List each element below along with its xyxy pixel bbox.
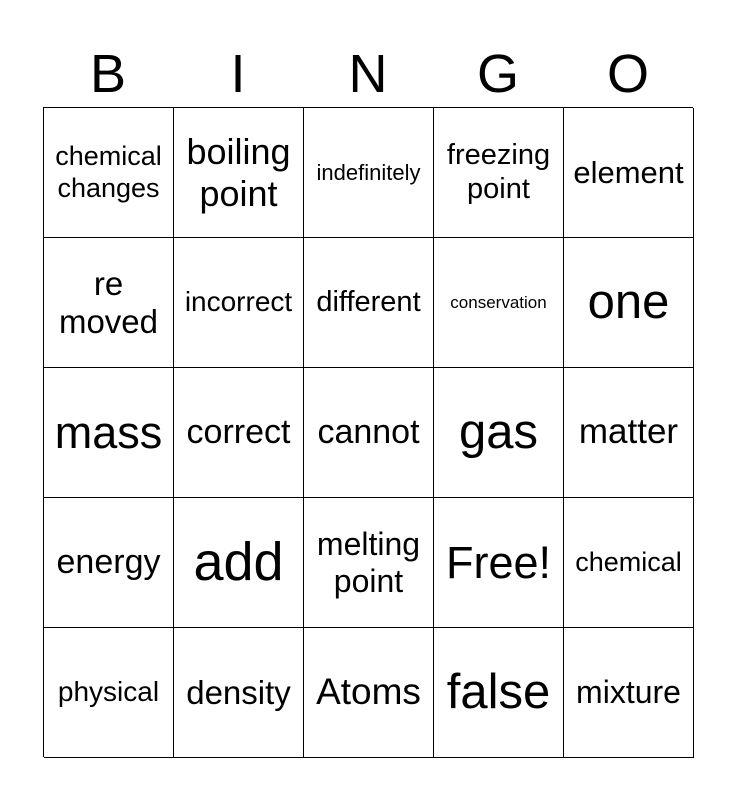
bingo-cell[interactable] xyxy=(174,108,304,238)
bingo-cell-text: physical xyxy=(57,676,160,708)
bingo-cell[interactable] xyxy=(174,238,304,368)
bingo-cell-text: matter xyxy=(578,412,679,452)
bingo-cell-text: freezing point xyxy=(446,139,551,205)
bingo-cell[interactable] xyxy=(564,238,694,368)
bingo-cell[interactable] xyxy=(434,108,564,238)
bingo-cell[interactable] xyxy=(434,238,564,368)
bingo-cell-text: conservation xyxy=(450,292,547,312)
bingo-cell-text: gas xyxy=(458,405,538,460)
bingo-cell-text: one xyxy=(587,275,670,330)
bingo-cell[interactable] xyxy=(434,628,564,758)
header-letter-b: B xyxy=(89,44,127,104)
bingo-cell[interactable] xyxy=(304,628,434,758)
bingo-cell[interactable] xyxy=(434,368,564,498)
bingo-cell[interactable] xyxy=(434,498,564,628)
bingo-cell[interactable] xyxy=(564,368,694,498)
bingo-cell-text: cannot xyxy=(317,412,420,451)
bingo-cell-text: energy xyxy=(56,542,161,581)
bingo-header xyxy=(43,40,693,108)
bingo-cell-text: incorrect xyxy=(184,286,293,318)
bingo-cell-text: density xyxy=(186,673,291,711)
bingo-cell-text: add xyxy=(193,532,284,593)
bingo-cell-text: boiling point xyxy=(186,131,291,214)
bingo-cell[interactable] xyxy=(44,238,174,368)
bingo-cell[interactable] xyxy=(304,368,434,498)
bingo-cell-text: re moved xyxy=(58,264,159,340)
bingo-cell-text: mass xyxy=(54,406,163,458)
bingo-cell[interactable] xyxy=(44,498,174,628)
bingo-cell-text: indefinitely xyxy=(316,159,421,185)
bingo-cell[interactable] xyxy=(174,628,304,758)
bingo-cell-text: element xyxy=(573,154,684,190)
bingo-cell-text: Atoms xyxy=(316,671,421,713)
bingo-cell[interactable] xyxy=(44,108,174,238)
bingo-cell-text: chemical changes xyxy=(55,141,162,203)
bingo-card xyxy=(43,107,693,757)
bingo-cell-text: chemical xyxy=(575,546,682,577)
header-letter-o: O xyxy=(606,44,649,104)
header-letter-i: I xyxy=(230,44,246,104)
bingo-cell-text: mixture xyxy=(576,674,681,711)
bingo-cell[interactable] xyxy=(44,628,174,758)
bingo-cell[interactable] xyxy=(304,498,434,628)
bingo-cell-text: false xyxy=(446,665,551,720)
bingo-cell[interactable] xyxy=(304,238,434,368)
bingo-cell[interactable] xyxy=(564,108,694,238)
bingo-cell[interactable] xyxy=(304,108,434,238)
bingo-cell-text: different xyxy=(316,285,421,318)
bingo-cell[interactable] xyxy=(174,498,304,628)
bingo-cell-text: Free! xyxy=(445,536,552,588)
bingo-cell[interactable] xyxy=(564,498,694,628)
bingo-cell-text: correct xyxy=(186,412,291,451)
header-letter-g: G xyxy=(476,44,519,104)
bingo-cell[interactable] xyxy=(44,368,174,498)
bingo-cell[interactable] xyxy=(174,368,304,498)
bingo-cell[interactable] xyxy=(564,628,694,758)
bingo-cell-text: melting point xyxy=(316,525,421,599)
header-letter-n: N xyxy=(348,44,388,104)
